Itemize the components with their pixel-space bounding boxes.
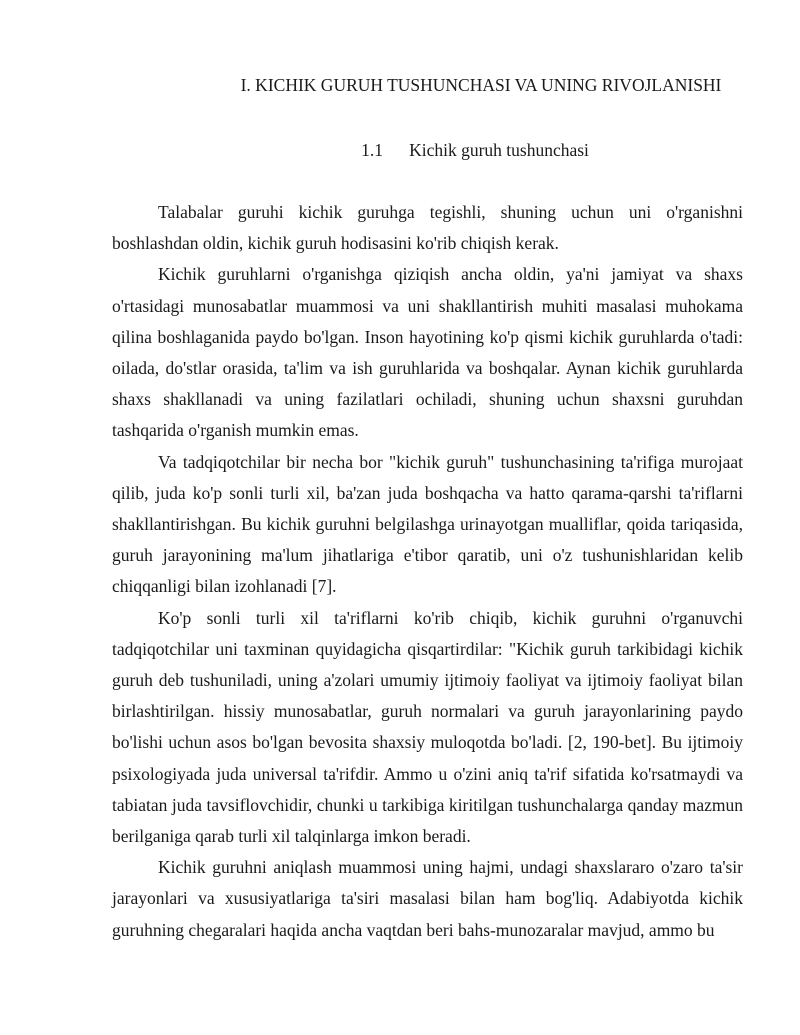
chapter-title: I. KICHIK GURUH TUSHUNCHASI VA UNING RIVOJLANISHI: [240, 75, 722, 95]
section-title: Kichik guruh tushunchasi: [409, 140, 589, 160]
paragraph: Talabalar guruhi kichik guruhga tegishli, shuning uchun uni o'rganishni boshlashdan oldin, kichik guruh hodisasini ko'rib chiqish kerak.: [112, 202, 743, 254]
paragraph: Ko'p sonli turli xil ta'riflarni ko'rib chiqib, kichik guruhni o'rganuvchi tadqiqotchilar uni taxminan quyidagicha qisqartirdilar: "Kichik guruh tarkibidagi kichik guruh deb tushuniladi, uning a'zolari umumiy ijtimoiy faoliyat va ijtimoiy faoliyat bilan birlashtirilgan. hissiy munosabatlar, guruh normalari va guruh jarayonlarining paydo bo'lishi uchun asos bo'lgan bevosita shaxsiy muloqotda bo'ladi. [2, 190-bet]. Bu ijtimoiy psixologiyada juda universal ta'rifdir. Ammo u o'zini aniq ta'rif sifatida ko'rsatmaydi va tabiatan juda tavsiflovchidir, chunki u tarkibiga kiritilgan tushunchalarga qanday mazmun berilganiga qarab turli xil talqinlarga imkon beradi.: [112, 607, 743, 847]
body-text: [112, 197, 743, 946]
section-heading: [112, 139, 750, 161]
section-number: 1.1: [361, 140, 383, 160]
paragraph: Va tadqiqotchilar bir necha bor "kichik guruh" tushunchasining ta'rifiga murojaat qilib, juda ko'p sonli turli xil, ba'zan juda boshqacha va hatto qarama-qarshi ta'riflarni shakllantirishgan. Bu kichik guruhni belgilashga urinayotgan mualliflar, qoida tariqasida, guruh jarayonining ma'lum jihatlariga e'tibor qaratib, uni o'z tushunishlaridan kelib chiqqanligi bilan izohlanadi [7].: [112, 451, 743, 597]
paragraph: Kichik guruhni aniqlash muammosi uning hajmi, undagi shaxslararo o'zaro ta'sir jarayonlari va xususiyatlariga ta'siri masalasi bilan ham bog'liq. Adabiyotda kichik guruhning chegaralari haqida ancha vaqtdan beri bahs-munozaralar mavjud, ammo bu: [112, 857, 743, 940]
paragraph: Kichik guruhlarni o'rganishga qiziqish ancha oldin, ya'ni jamiyat va shaxs o'rtasidagi munosabatlar muammosi va uni shakllantirish muhiti masalasi muhokama qilina boshlaganida paydo bo'lgan. Inson hayotining ko'p qismi kichik guruhlarda o'tadi: oilada, do'stlar orasida, ta'lim va ish guruhlarida va boshqalar. Aynan kichik guruhlarda shaxs shakllanadi va uning fazilatlari ochiladi, shuning uchun shaxsni guruhdan tashqarida o'rganish mumkin emas.: [112, 264, 743, 441]
